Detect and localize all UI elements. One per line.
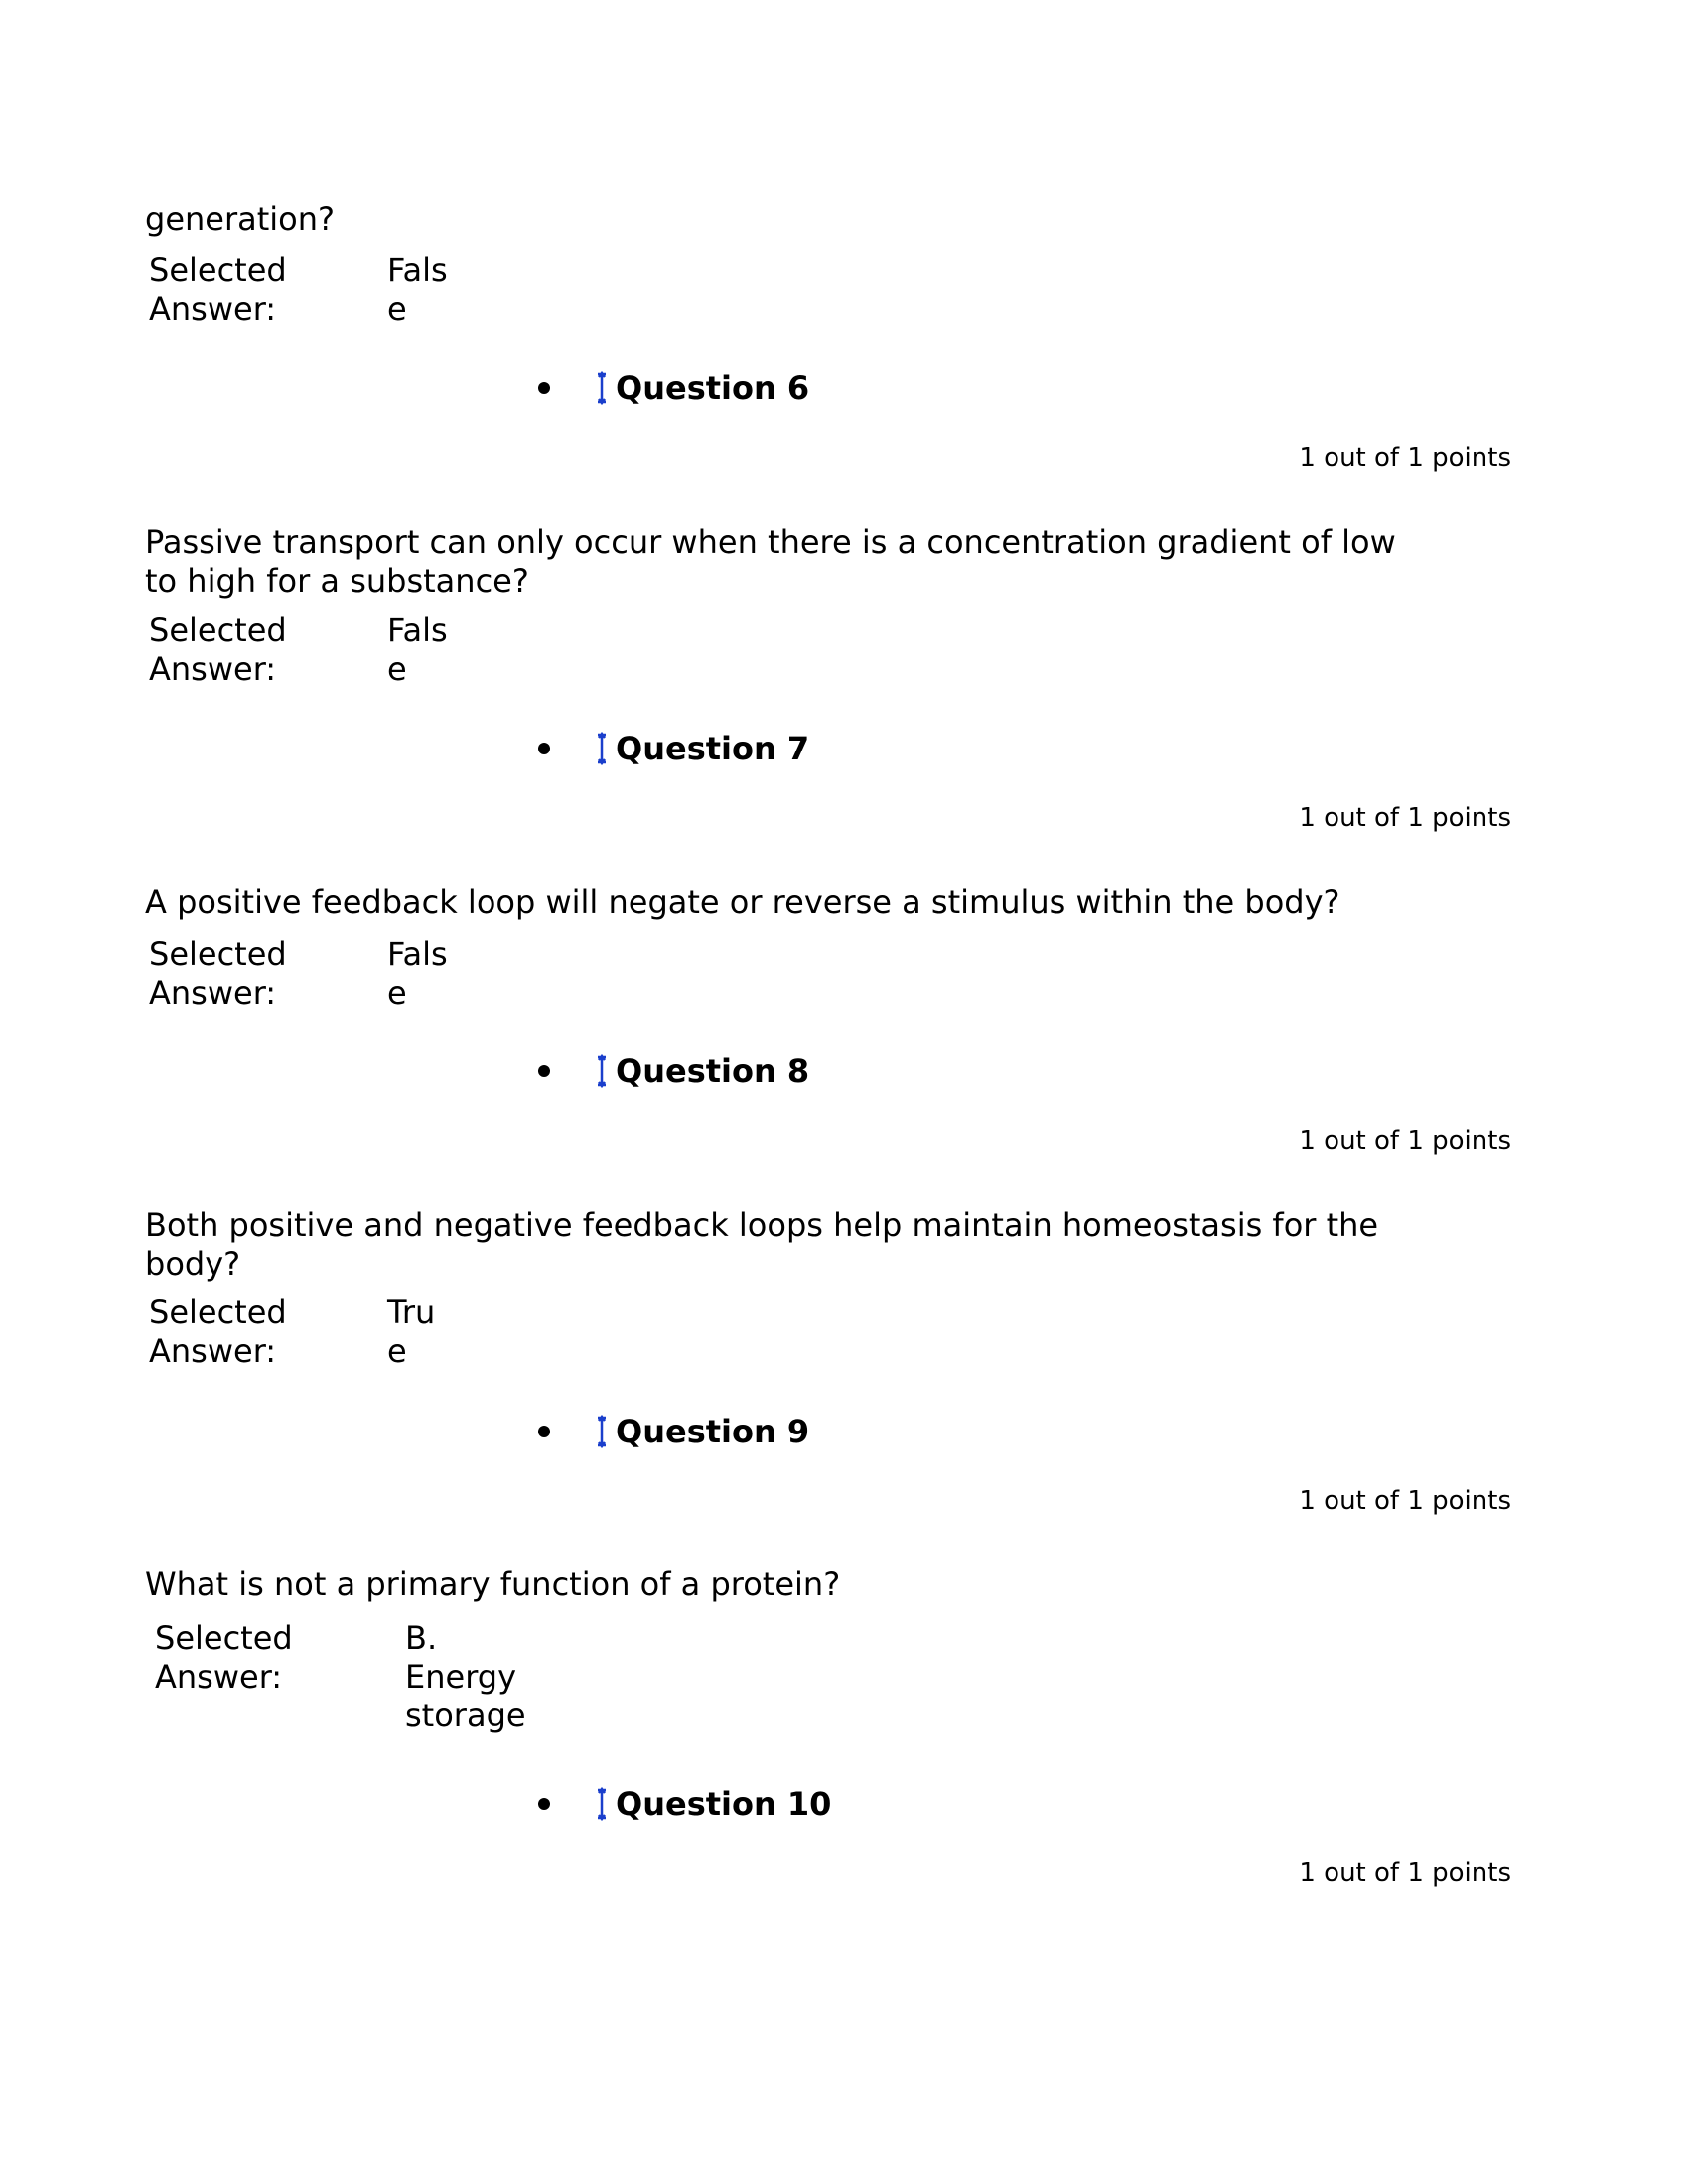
question-title: Question 10	[616, 1785, 832, 1823]
question-points: 1 out of 1 points	[1299, 1858, 1511, 1888]
selected-answer-label	[149, 935, 287, 1013]
question-7-header	[538, 724, 809, 773]
label-line-2: Answer:	[149, 1332, 277, 1370]
selected-answer-label	[149, 612, 287, 689]
question-text: What is not a primary function of a protein?	[145, 1566, 841, 1603]
question-title: Question 8	[616, 1052, 810, 1090]
selected-answer-value	[387, 1294, 435, 1371]
selected-answer-value	[387, 251, 448, 329]
answer-line: Fals	[387, 935, 448, 973]
question-title: Question 7	[616, 730, 810, 767]
bullet-icon	[538, 1426, 550, 1437]
label-line-2: Answer:	[149, 974, 277, 1012]
answer-line: e	[387, 974, 407, 1012]
drag-reorder-icon[interactable]	[594, 1787, 610, 1821]
label-line-1: Selected	[149, 612, 287, 649]
selected-answer-value	[405, 1619, 526, 1735]
bullet-icon	[538, 1065, 550, 1077]
answer-line: Tru	[387, 1294, 436, 1331]
drag-reorder-icon[interactable]	[594, 1054, 610, 1088]
answer-line: Fals	[387, 612, 448, 649]
label-line-2: Answer:	[149, 290, 277, 328]
answer-line: e	[387, 290, 407, 328]
question-5-text-continuation: generation?	[145, 201, 336, 238]
selected-answer-label	[155, 1619, 293, 1697]
answer-line: e	[387, 650, 407, 688]
question-points: 1 out of 1 points	[1299, 443, 1511, 473]
label-line-1: Selected	[155, 1619, 293, 1657]
question-points: 1 out of 1 points	[1299, 1486, 1511, 1516]
drag-reorder-icon[interactable]	[594, 1415, 610, 1448]
question-text: Passive transport can only occur when there is a concentration gradient of low to high for a substance?	[145, 523, 1396, 600]
drag-reorder-icon[interactable]	[594, 371, 610, 405]
label-line-2: Answer:	[155, 1658, 283, 1696]
question-title: Question 6	[616, 369, 810, 407]
answer-line: Fals	[387, 251, 448, 289]
drag-reorder-icon[interactable]	[594, 732, 610, 765]
label-line-1: Selected	[149, 1294, 287, 1331]
question-title: Question 9	[616, 1413, 810, 1450]
label-line-1: Selected	[149, 935, 287, 973]
selected-answer-label	[149, 1294, 287, 1371]
question-points: 1 out of 1 points	[1299, 1126, 1511, 1156]
question-8-header	[538, 1046, 809, 1096]
question-6-header	[538, 363, 809, 413]
answer-line: B.	[405, 1619, 438, 1657]
answer-line: storage	[405, 1697, 526, 1734]
question-points: 1 out of 1 points	[1299, 803, 1511, 833]
selected-answer-value	[387, 612, 448, 689]
selected-answer-value	[387, 935, 448, 1013]
question-9-header	[538, 1407, 809, 1456]
answer-line: Energy	[405, 1658, 517, 1696]
question-text: A positive feedback loop will negate or reverse a stimulus within the body?	[145, 884, 1340, 921]
question-text: Both positive and negative feedback loops help maintain homeostasis for the body?	[145, 1206, 1379, 1283]
bullet-icon	[538, 743, 550, 754]
answer-line: e	[387, 1332, 407, 1370]
bullet-icon	[538, 382, 550, 394]
label-line-2: Answer:	[149, 650, 277, 688]
selected-answer-label	[149, 251, 287, 329]
bullet-icon	[538, 1798, 550, 1810]
question-10-header	[538, 1779, 831, 1829]
label-line-1: Selected	[149, 251, 287, 289]
